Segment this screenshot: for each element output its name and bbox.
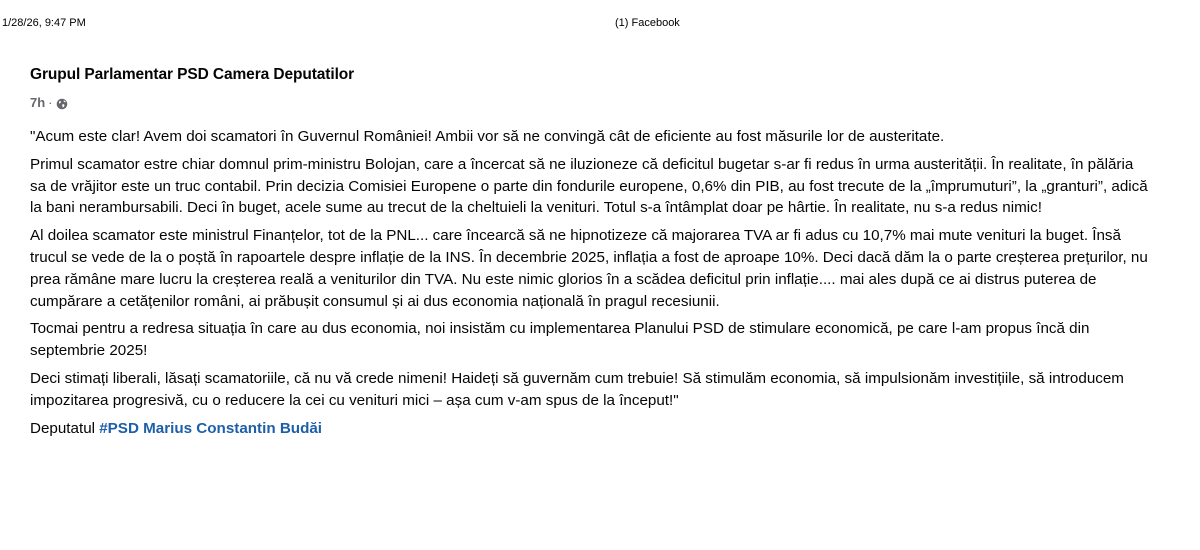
print-page-title: (1) Facebook <box>615 17 680 29</box>
meta-separator: · <box>48 95 53 110</box>
post-paragraph-3: Al doilea scamator este ministrul Finanțelor, tot de la PNL... care încearcă să ne hipnotizeze că majorarea TVA ar fi adus cu 10,7% mai mute venituri la buget. Însă trucul se vede de la o poștă în rapoartele despre inflație de la INS. În decembrie 2025, inflația a fost de aproape 10%. Deci dacă dăm la o parte creșterea prețurilor, nu prea rămâne mare lucru la creșterea reală a veniturilor din TVA. Nu este nimic glorios în a scădea deficitul prin inflație.... mai ales după ce ai distrus puterea de cumpărare a cetățenilor români, ai prăbușit consumul și ai dus economia națională în pragul recesiunii. <box>30 227 1148 310</box>
post <box>30 66 1150 439</box>
signature-hashtag-link[interactable]: #PSD Marius Constantin Budăi <box>99 419 323 437</box>
print-header <box>0 17 1200 31</box>
globe-icon <box>56 98 68 110</box>
post-timestamp[interactable]: 7h <box>30 95 46 110</box>
post-body <box>30 126 1150 439</box>
signature-prefix: Deputatul <box>30 419 100 437</box>
post-paragraph-1: "Acum este clar! Avem doi scamatori în Guvernul României! Ambii vor să ne convingă cât de eficiente au fost măsurile lor de austeritate. <box>30 128 945 145</box>
post-paragraph-2: Primul scamator estre chiar domnul prim-ministru Bolojan, care a încercat să ne iluzioneze că deficitul bugetar s-ar fi redus în urma austerității. În realitate, în pălăria sa de vrăjitor este un truc contabil. Prin decizia Comisiei Europene o parte din fondurile europene, 0,6% din PIB, au fost trecute de la „împrumuturi”, la „granturi”, adică la bani nerambursabili. Deci în buget, acele sume au trecut de la cheltuieli la venituri. Totul s-a întâmplat doar pe hârtie. În realitate, nu s-a redus nimic! <box>30 155 1148 217</box>
post-author-name[interactable]: Grupul Parlamentar PSD Camera Deputatilor <box>30 66 355 83</box>
post-paragraph-4: Tocmai pentru a redresa situația în care au dus economia, noi insistăm cu implementarea Planului PSD de stimulare economică, pe care l-am propus încă din septembrie 2025! <box>30 320 1090 360</box>
post-paragraph-5: Deci stimați liberali, lăsați scamatoriile, că nu vă crede nimeni! Haideți să guvernăm cum trebuie! Să stimulăm economia, să impulsionăm investițiile, să introducem impozitarea progresivă, cu o reducere la cei cu venituri mici – așa cum v-am spus de la început!" <box>30 369 1124 409</box>
print-date-time: 1/28/26, 9:47 PM <box>2 17 86 29</box>
post-meta <box>30 95 1150 111</box>
post-signature <box>30 418 1150 440</box>
